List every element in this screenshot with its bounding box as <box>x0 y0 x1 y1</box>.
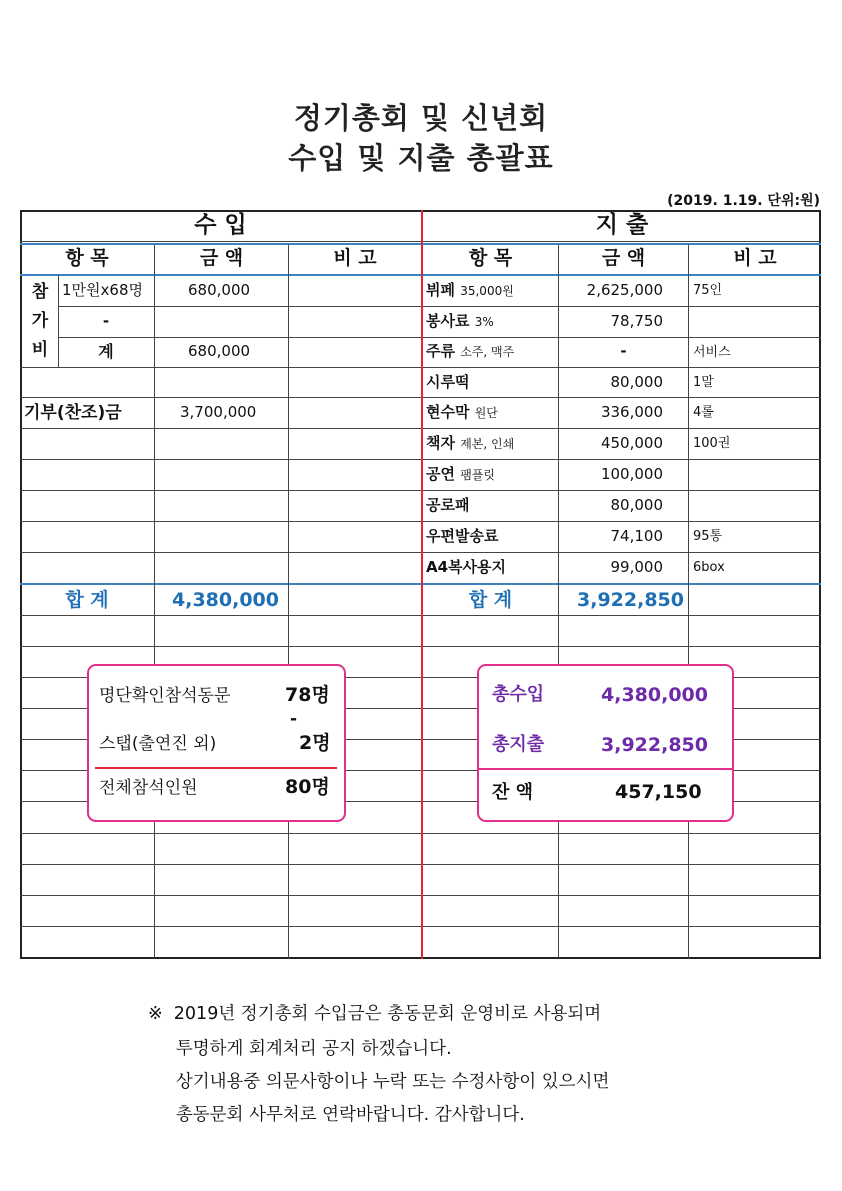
income-item: 1만원x68명 <box>62 281 143 299</box>
summary-income-label: 총수입 <box>492 684 545 705</box>
expense-note: 4롤 <box>693 405 714 420</box>
expense-note: 100권 <box>693 436 731 451</box>
income-item: 계 <box>98 342 114 361</box>
income-total-label: 합 계 <box>65 589 109 611</box>
expense-item: A4복사용지 <box>426 558 507 576</box>
income-col-amount: 금 액 <box>199 247 244 269</box>
expense-total-label: 합 계 <box>468 589 513 611</box>
income-item: - <box>102 312 110 330</box>
attendance-label: 스탭(출연진 외) <box>99 734 217 754</box>
page-title: 정기총회 및 신년회 <box>293 101 549 135</box>
expense-amount: 80,000 <box>610 373 663 391</box>
attendance-label: 명단확인참석동문 <box>99 686 231 706</box>
expense-amount: - <box>620 342 627 360</box>
donation-amount: 3,700,000 <box>180 403 257 421</box>
expense-note: 95통 <box>693 529 723 544</box>
income-col-note: 비 고 <box>333 247 377 269</box>
expense-item: 현수막 원단 <box>426 403 498 421</box>
side-label: 참 <box>31 282 49 302</box>
income-amount: 680,000 <box>188 342 251 360</box>
income-col-item: 항 목 <box>65 247 109 269</box>
income-total-amount: 4,380,000 <box>172 589 279 611</box>
side-label: 가 <box>31 311 49 331</box>
note-line: 총동문회 사무처로 연락바랍니다. 감사합니다. <box>148 1105 525 1125</box>
expense-item: 시루떡 <box>426 373 470 391</box>
expense-col-amount: 금 액 <box>601 247 646 269</box>
expense-note: 서비스 <box>693 345 731 360</box>
date-unit: (2019. 1.19. 단위:원) <box>667 193 820 209</box>
expense-item: 봉사료 3% <box>426 312 494 330</box>
balance-label: 잔 액 <box>492 782 534 803</box>
expense-amount: 78,750 <box>610 312 663 330</box>
expense-heading: 지 출 <box>595 212 649 238</box>
expense-note: 1말 <box>693 375 714 390</box>
attendance-divider <box>95 767 337 769</box>
expense-amount: 100,000 <box>600 465 663 483</box>
expense-item: 우편발송료 <box>426 527 499 545</box>
expense-item: 뷔페 35,000원 <box>426 281 514 299</box>
note-line: 투명하게 회계처리 공지 하겠습니다. <box>148 1039 452 1059</box>
income-heading: 수 입 <box>194 212 247 238</box>
donation-item: 기부(찬조)금 <box>24 403 122 423</box>
summary-box <box>477 664 734 822</box>
expense-item: 공연 팸플릿 <box>426 465 495 483</box>
summary-expense-value: 3,922,850 <box>601 734 708 756</box>
attendance-total-label: 전체참석인원 <box>99 778 198 798</box>
expense-amount: 336,000 <box>600 403 663 421</box>
expense-amount: 80,000 <box>610 496 663 514</box>
expense-item: 공로패 <box>426 496 470 514</box>
side-label: 비 <box>31 340 49 360</box>
expense-col-note: 비 고 <box>733 247 777 269</box>
expense-item: 책자 제본, 인쇄 <box>426 434 515 452</box>
expense-item: 주류 소주, 맥주 <box>426 342 515 360</box>
attendance-value: 78명 <box>285 684 330 706</box>
note-line: ※ 2019년 정기총회 수입금은 총동문회 운영비로 사용되며 <box>148 1004 602 1024</box>
center-divider <box>421 210 423 959</box>
expense-note: 75인 <box>693 283 723 298</box>
expense-note: 6box <box>693 560 725 575</box>
balance-value: 457,150 <box>615 781 702 803</box>
summary-income-value: 4,380,000 <box>601 684 708 706</box>
expense-amount: 74,100 <box>610 527 663 545</box>
attendance-dash: - <box>290 709 298 729</box>
attendance-total-value: 80명 <box>285 776 330 798</box>
page-subtitle: 수입 및 지출 총괄표 <box>288 141 554 175</box>
expense-amount: 2,625,000 <box>586 281 663 299</box>
note-line: 상기내용중 의문사항이나 누락 또는 수정사항이 있으시면 <box>148 1072 610 1092</box>
attendance-value: 2명 <box>299 732 331 754</box>
expense-amount: 450,000 <box>600 434 663 452</box>
summary-expense-label: 총지출 <box>492 734 545 755</box>
expense-amount: 99,000 <box>610 558 663 576</box>
expense-col-item: 항 목 <box>468 247 513 269</box>
attendance-box <box>87 664 346 822</box>
expense-total-amount: 3,922,850 <box>577 589 684 611</box>
income-amount: 680,000 <box>188 281 251 299</box>
summary-divider <box>479 768 732 770</box>
